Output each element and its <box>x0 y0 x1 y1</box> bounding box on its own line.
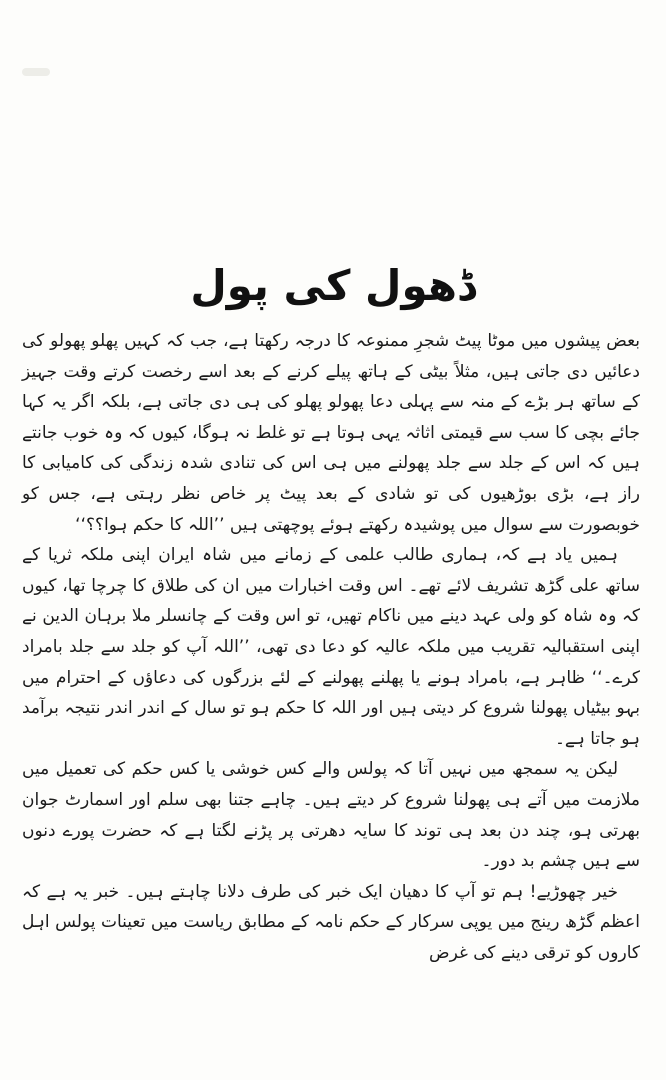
paragraph-1: بعض پیشوں میں موٹا پیٹ شجرِ ممنوعہ کا درجہ رکھتا ہے، جب کہ کہیں پھلو پھولو کی دعائیں دی جاتی ہیں، مثلاً بیٹی کے ہاتھ پیلے کرنے کے بعد اسے رخصت کرتے وقت جہیز کے ساتھ ہر بڑے کے منہ سے پہلی دعا پھولو پھلو کی ہی دی جاتی ہے، بلکہ اگر یہ کہا جائے بچی کا سب سے قیمتی اثاثہ یہی ہوتا ہے تو غلط نہ ہوگا، کیوں کہ وہ خوب جانتے ہیں کہ اس کے جلد سے جلد پھولنے میں ہی اس کی تنادی شدہ زندگی کی کامیابی کا راز ہے، بڑی بوڑھیوں کی تو شادی کے بعد پیٹ پر خاص نظر رہتی ہے، جس کو خوبصورت سے سوال میں پوشیدہ رکھتے ہوئے پوچھتی ہیں ’’اللہ کا حکم ہوا؟؟‘‘ <box>22 331 640 535</box>
chapter-body <box>22 326 640 968</box>
scan-mark <box>22 68 50 76</box>
chapter-title: ڈھول کی پول <box>190 261 476 311</box>
paragraph-2: ہمیں یاد ہے کہ، ہماری طالب علمی کے زمانے میں شاہ ایران اپنی ملکہ ثریا کے ساتھ علی گڑھ تشریف لائے تھے۔ اس وقت اخبارات میں ان کی طلاق کا چرچا تھا، کیوں کہ وہ شاہ کو ولی عہد دینے میں ناکام تھیں، تو اس وقت کے چانسلر ملا برہان الدین نے اپنی استقبالیہ تقریب میں ملکہ عالیہ کو دعا دی تھی، ’’اللہ آپ کو جلد سے جلد بامراد کرے۔‘‘ ظاہر ہے، بامراد ہونے یا پھلنے پھولنے کے لئے بزرگوں کی دعاؤں کے احترام میں بہو بیٹیاں پھولنا شروع کر دیتی ہیں اور اللہ کا حکم ہو تو سال کے اندر اندر نتیجہ برآمد ہو جاتا ہے۔ <box>22 545 640 749</box>
paragraph-4: خیر چھوڑیے! ہم تو آپ کا دھیان ایک خبر کی طرف دلانا چاہتے ہیں۔ خبر یہ ہے کہ اعظم گڑھ رینج میں یوپی سرکار کے حکم نامہ کے مطابق ریاست میں تعینات پولس اہل کاروں کو ترقی دینے کی غرض <box>22 881 640 963</box>
paragraph-3: لیکن یہ سمجھ میں نہیں آتا کہ پولس والے کس خوشی یا کس حکم کی تعمیل میں ملازمت میں آتے ہی پھولنا شروع کر دیتے ہیں۔ چاہے جتنا بھی سلم اور اسمارٹ جوان بھرتی ہو، چند دن بعد ہی توند کا سایہ دھرتی پر پڑنے لگتا ہے کہ حضرت پورے دنوں سے ہیں چشم بد دور۔ <box>22 759 640 872</box>
